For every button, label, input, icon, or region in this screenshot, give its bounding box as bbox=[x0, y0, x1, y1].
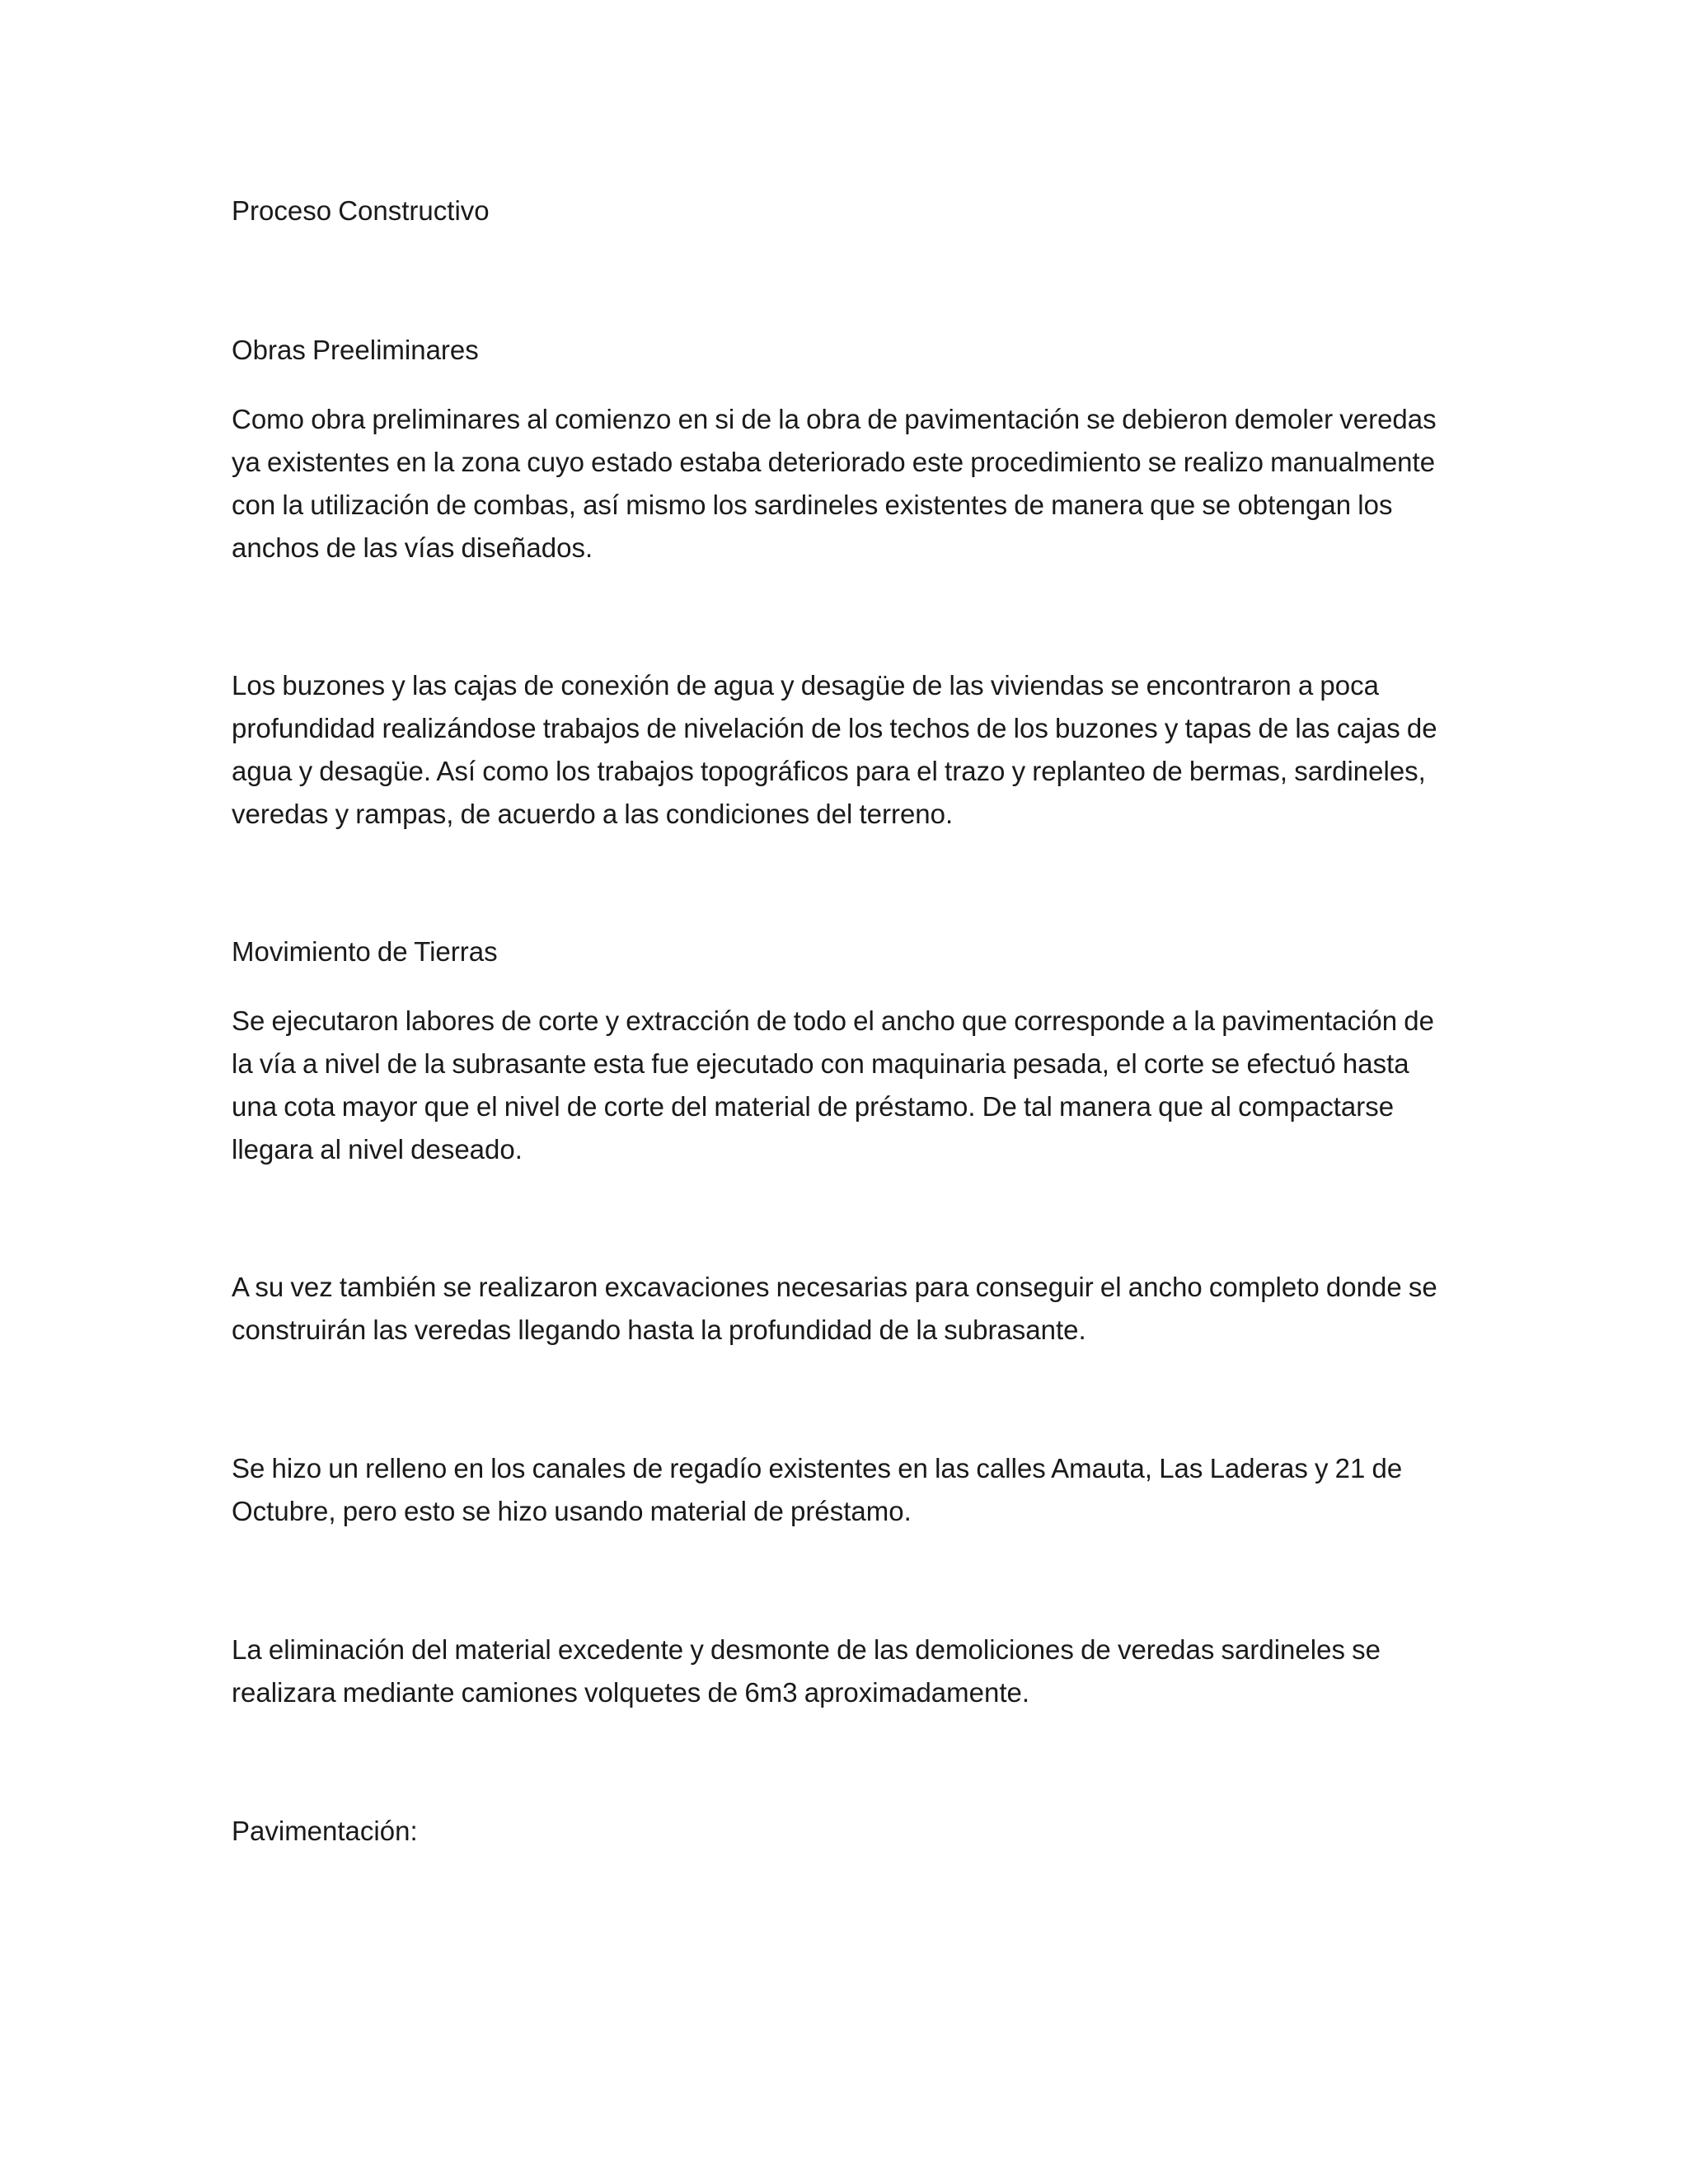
section-heading-obras-preeliminares: Obras Preeliminares bbox=[232, 335, 479, 365]
paragraph-obras-2: Los buzones y las cajas de conexión de agua y desagüe de las viviendas se encontraron a poca profundidad realizándose trabajos de nivelación de los techos de los buzones y tapas de las cajas de agua y desagüe. Así como los trabajos topográficos para el trazo y replanteo de bermas, sardineles, veredas y rampas, de acuerdo a las condiciones del terreno. bbox=[232, 670, 1437, 829]
section-heading-pavimentacion: Pavimentación: bbox=[232, 1816, 418, 1846]
paragraph-movimiento-1: Se ejecutaron labores de corte y extracción de todo el ancho que corresponde a la pavimentación de la vía a nivel de la subrasante esta fue ejecutado con maquinaria pesada, el corte se efectuó hasta una cota mayor que el nivel de corte del material de préstamo. De tal manera que al compactarse llegara al nivel deseado. bbox=[232, 1005, 1434, 1165]
paragraph-obras-1: Como obra preliminares al comienzo en si de la obra de pavimentación se debieron demoler veredas ya existentes en la zona cuyo estado estaba deteriorado este procedimiento se realizo manualmente con la utilización de combas, así mismo los sardineles existentes de manera que se obtengan los anchos de las vías diseñados. bbox=[232, 404, 1437, 563]
section-heading-movimiento-de-tierras: Movimiento de Tierras bbox=[232, 936, 498, 967]
paragraph-movimiento-2: A su vez también se realizaron excavaciones necesarias para conseguir el ancho completo donde se construirán las veredas llegando hasta la profundidad de la subrasante. bbox=[232, 1272, 1437, 1345]
paragraph-movimiento-3: Se hizo un relleno en los canales de regadío existentes en las calles Amauta, Las Laderas y 21 de Octubre, pero esto se hizo usando material de préstamo. bbox=[232, 1453, 1403, 1526]
paragraph-movimiento-4: La eliminación del material excedente y desmonte de las demoliciones de veredas sardineles se realizara mediante camiones volquetes de 6m3 aproximadamente. bbox=[232, 1634, 1381, 1708]
document-title: Proceso Constructivo bbox=[232, 195, 490, 226]
